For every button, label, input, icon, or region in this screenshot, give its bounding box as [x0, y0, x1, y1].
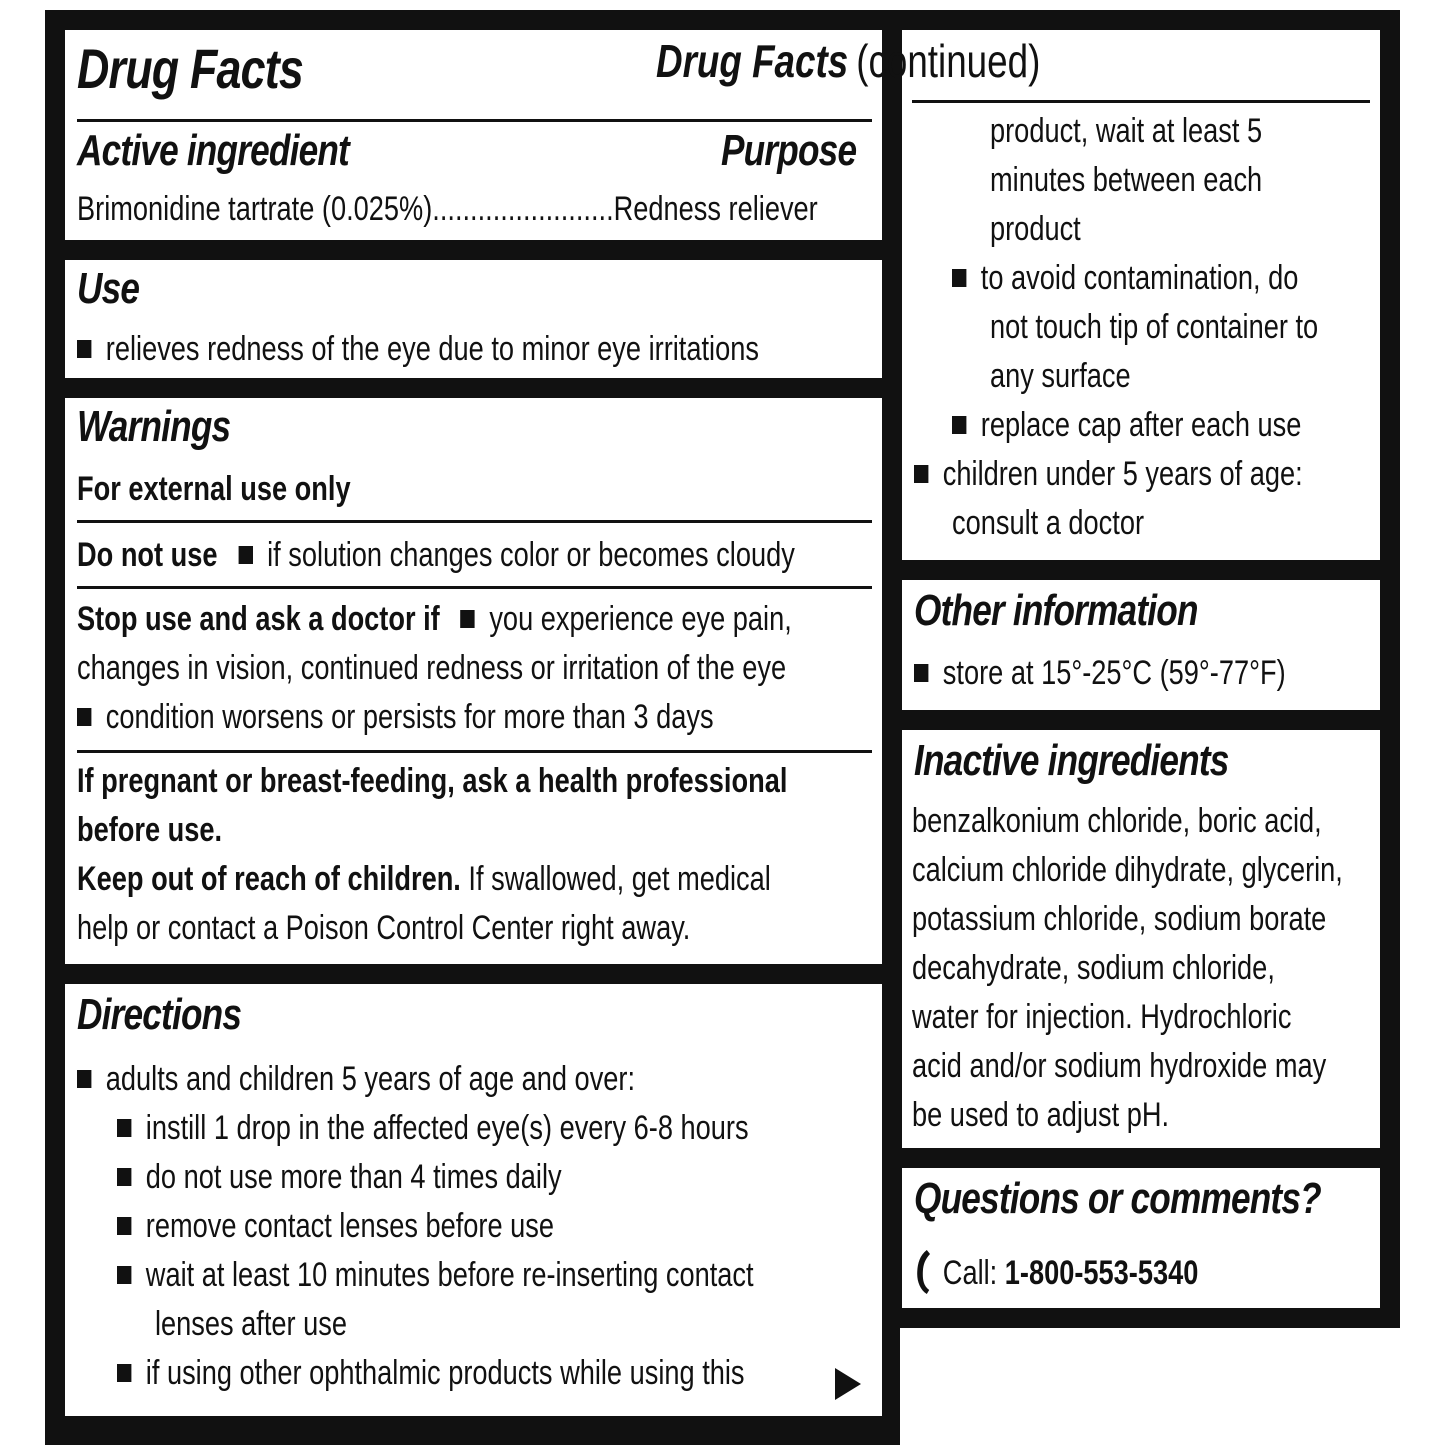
square-bullet-icon [952, 269, 966, 287]
divider [77, 119, 872, 122]
continued-directions-panel [902, 30, 1380, 560]
other-information-heading: Other information [914, 586, 1198, 635]
continued-item-c2: consult a doctor [952, 504, 1145, 542]
inactive-line: water for injection. Hydrochloric [912, 998, 1292, 1036]
use-panel [65, 260, 882, 378]
questions-heading: Questions or comments? [914, 1174, 1321, 1223]
divider [77, 520, 872, 523]
square-bullet-icon [117, 1168, 131, 1186]
divider [912, 100, 1370, 103]
leader-dots: ........................ [432, 190, 614, 228]
external-use-text: For external use only [77, 470, 351, 508]
continued-title-plain: (continued) [856, 35, 1041, 87]
directions-sub-4b: lenses after use [155, 1305, 348, 1343]
directions-sub-2: do not use more than 4 times daily [145, 1158, 562, 1196]
keep-out-label: Keep out of reach of children. [77, 860, 461, 898]
keep-out-text-a: If swallowed, get medical [460, 860, 771, 898]
square-bullet-icon [77, 1070, 91, 1088]
continued-item-a3: any surface [990, 357, 1131, 395]
keep-out-text-b: help or contact a Poison Control Center right away. [77, 909, 691, 947]
stop-item-1b: changes in vision, continued redness or irritation of the eye [77, 649, 787, 687]
stop-use-label: Stop use and ask a doctor if [77, 600, 440, 638]
other-information-panel [902, 580, 1380, 710]
page-title: Drug Facts [77, 37, 303, 100]
stop-item-2: condition worsens or persists for more than 3 days [105, 698, 714, 736]
play-arrow-icon [833, 1366, 863, 1402]
square-bullet-icon [117, 1217, 131, 1235]
warnings-panel [65, 398, 882, 964]
square-bullet-icon [117, 1266, 131, 1284]
ingredient-row [77, 190, 818, 229]
stop-item-1a: you experience eye pain, [489, 600, 792, 638]
directions-sub-4a: wait at least 10 minutes before re-inserting contact [145, 1256, 754, 1294]
square-bullet-icon [952, 416, 966, 434]
pregnant-text-a: If pregnant or breast-feeding, ask a health professional [77, 762, 788, 800]
inactive-ingredients-heading: Inactive ingredients [914, 736, 1229, 785]
continued-item-a2: not touch tip of container to [990, 308, 1319, 346]
phone-icon [914, 1248, 932, 1296]
directions-sub-5: if using other ophthalmic products while using this [145, 1354, 745, 1392]
do-not-use-item: if solution changes color or becomes cloudy [267, 536, 795, 574]
inactive-line: be used to adjust pH. [912, 1096, 1170, 1134]
square-bullet-icon [117, 1119, 131, 1137]
inactive-line: calcium chloride dihydrate, glycerin, [912, 851, 1343, 889]
continued-line-3: product [990, 210, 1081, 248]
call-label: Call: [942, 1254, 998, 1292]
square-bullet-icon [77, 708, 91, 726]
inactive-ingredients-panel [902, 730, 1380, 1148]
ingredient-name: Brimonidine tartrate (0.025%) [77, 190, 433, 228]
warnings-heading: Warnings [77, 402, 231, 451]
directions-panel [65, 984, 882, 1416]
inactive-line: potassium chloride, sodium borate [912, 900, 1327, 938]
purpose-heading: Purpose [721, 126, 857, 175]
inactive-line: acid and/or sodium hydroxide may [912, 1047, 1327, 1085]
active-ingredient-heading: Active ingredient [77, 126, 349, 175]
continued-line-2: minutes between each [990, 161, 1263, 199]
do-not-use-label: Do not use [77, 536, 218, 574]
square-bullet-icon [914, 465, 928, 483]
continued-item-b: replace cap after each use [980, 406, 1302, 444]
square-bullet-icon [117, 1364, 131, 1382]
continued-title-bold: Drug Facts [656, 35, 849, 87]
directions-sub-1: instill 1 drop in the affected eye(s) every 6-8 hours [145, 1109, 749, 1147]
square-bullet-icon [461, 610, 475, 628]
directions-heading: Directions [77, 990, 242, 1039]
directions-sub-3: remove contact lenses before use [145, 1207, 555, 1245]
inactive-line: decahydrate, sodium chloride, [912, 949, 1275, 987]
purpose-value: Redness reliever [613, 190, 818, 228]
continued-item-a1: to avoid contamination, do [980, 259, 1299, 297]
square-bullet-icon [914, 664, 928, 682]
continued-title [656, 34, 1136, 88]
continued-item-c1: children under 5 years of age: [942, 455, 1303, 493]
inactive-line: benzalkonium chloride, boric acid, [912, 802, 1322, 840]
use-item: relieves redness of the eye due to minor eye irritations [105, 330, 759, 368]
questions-panel [902, 1168, 1380, 1308]
divider [77, 586, 872, 589]
square-bullet-icon [77, 340, 91, 358]
square-bullet-icon [238, 546, 252, 564]
divider [77, 750, 872, 753]
other-information-item: store at 15°-25°C (59°-77°F) [942, 654, 1286, 692]
pregnant-text-b: before use. [77, 811, 223, 849]
directions-main: adults and children 5 years of age and over: [105, 1060, 636, 1098]
continued-line-1: product, wait at least 5 [990, 112, 1263, 150]
phone-number[interactable]: 1-800-553-5340 [1004, 1254, 1199, 1292]
use-heading: Use [77, 264, 140, 313]
